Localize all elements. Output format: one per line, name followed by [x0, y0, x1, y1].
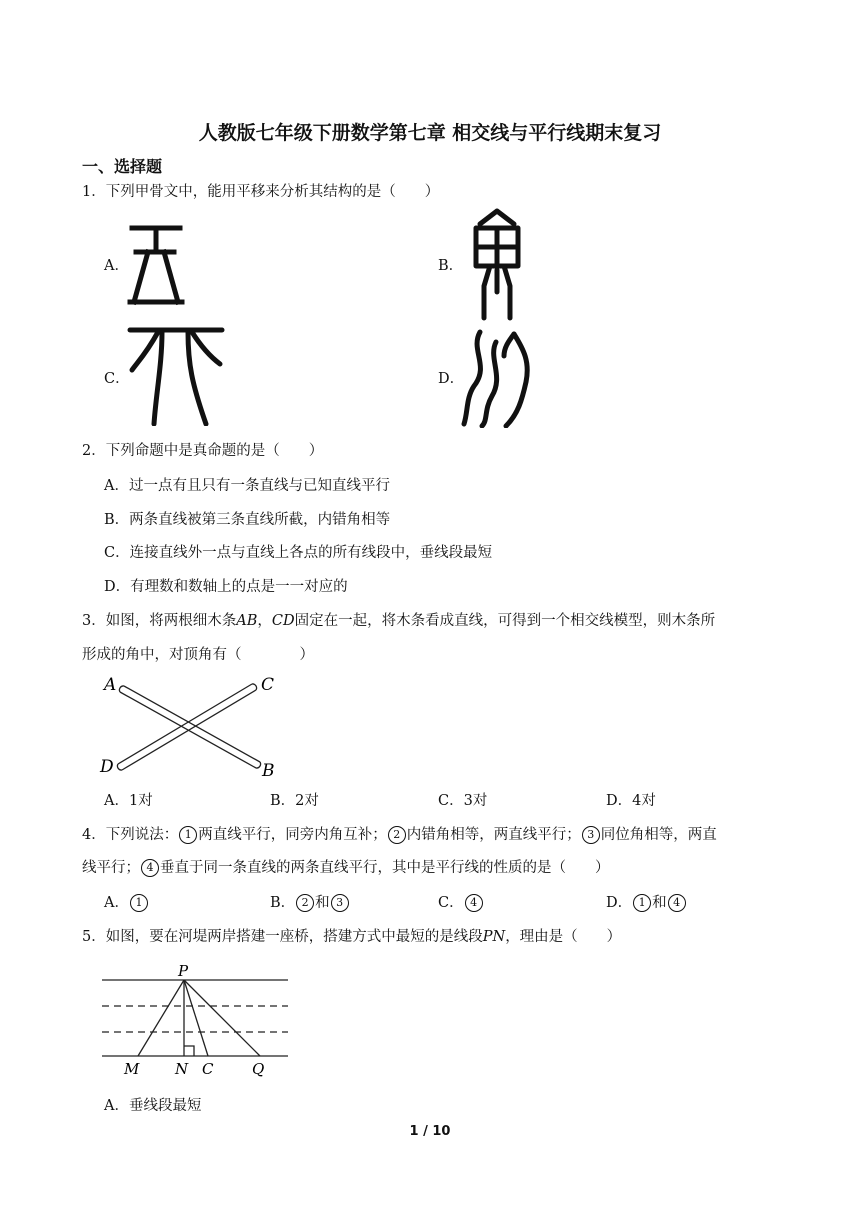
oracle-glyph-b-image[interactable]: [470, 208, 524, 322]
question-3-stem-line1: 3．如图，将两根细木条AB，CD固定在一起，将木条看成直线，可得到一个相交线模型，则木条所: [82, 613, 716, 629]
question-5-stem: 5．如图，要在河堤两岸搭建一座桥，搭建方式中最短的是线段PN，理由是（ ）: [82, 929, 622, 945]
section-heading: 一、选择题: [82, 157, 163, 176]
page-number: 1 / 10: [409, 1124, 451, 1139]
q1-option-d-label: D．: [438, 371, 465, 387]
q1-option-a-label: A．: [104, 258, 129, 274]
oracle-glyph-c-image[interactable]: [126, 324, 226, 426]
question-3-stem-line2: 形成的角中，对顶角有（ ）: [82, 647, 314, 663]
question-2-stem: 2．下列命题中是真命题的是（ ）: [82, 443, 324, 459]
label-c: C: [261, 675, 275, 695]
circled-number-1: 1: [179, 826, 197, 844]
label-c: C: [202, 1060, 214, 1078]
label-n: N: [175, 1060, 189, 1078]
question-1-stem: 1．下列甲骨文中，能用平移来分析其结构的是（ ）: [82, 184, 440, 200]
oracle-glyph-a-image[interactable]: [126, 222, 186, 308]
q2-option-a: A．过一点有且只有一条直线与已知直线平行: [104, 478, 390, 494]
q4-option-b: B． 2 和 3: [270, 893, 350, 913]
label-q: Q: [252, 1060, 265, 1078]
q1-option-c-label: C．: [104, 371, 130, 387]
q3-option-a: A．1对: [104, 793, 153, 809]
q2-option-c: C．连接直线外一点与直线上各点的所有线段中，垂线段最短: [104, 545, 493, 561]
label-p: P: [178, 962, 189, 980]
circled-number-2: 2: [388, 826, 406, 844]
q4-option-a: A． 1: [104, 893, 149, 913]
circled-number-4: 4: [141, 859, 159, 877]
q2-option-d: D．有理数和数轴上的点是一一对应的: [104, 579, 348, 595]
q4-option-d: D． 1 和 4: [606, 893, 687, 913]
label-d: D: [100, 757, 114, 777]
page-title: 人教版七年级下册数学第七章 相交线与平行线期末复习: [198, 122, 662, 144]
q4-option-c: C． 4: [438, 893, 484, 913]
label-a: A: [104, 675, 117, 695]
q2-option-b: B．两条直线被第三条直线所截，内错角相等: [104, 512, 391, 528]
circled-number-3: 3: [582, 826, 600, 844]
q3-option-b: B．2对: [270, 793, 319, 809]
question-4-stem-line1: 4．下列说法： 1 两直线平行，同旁内角互补； 2 内错角相等，两直线平行； 3 同位角相等，两直: [82, 827, 717, 843]
q3-option-c: C．3对: [438, 793, 488, 809]
q1-option-b-label: B．: [438, 258, 464, 274]
river-bridge-figure: [98, 960, 294, 1080]
crossed-sticks-figure: [98, 670, 284, 780]
q5-option-a: A．垂线段最短: [104, 1098, 202, 1114]
oracle-glyph-d-image[interactable]: [460, 326, 534, 428]
question-4-stem-line2: 线平行； 4 垂直于同一条直线的两条直线平行，其中是平行线的性质的是（ ）: [82, 860, 610, 876]
label-m: M: [124, 1060, 140, 1078]
label-b: B: [262, 761, 275, 780]
q3-option-d: D．4对: [606, 793, 656, 809]
